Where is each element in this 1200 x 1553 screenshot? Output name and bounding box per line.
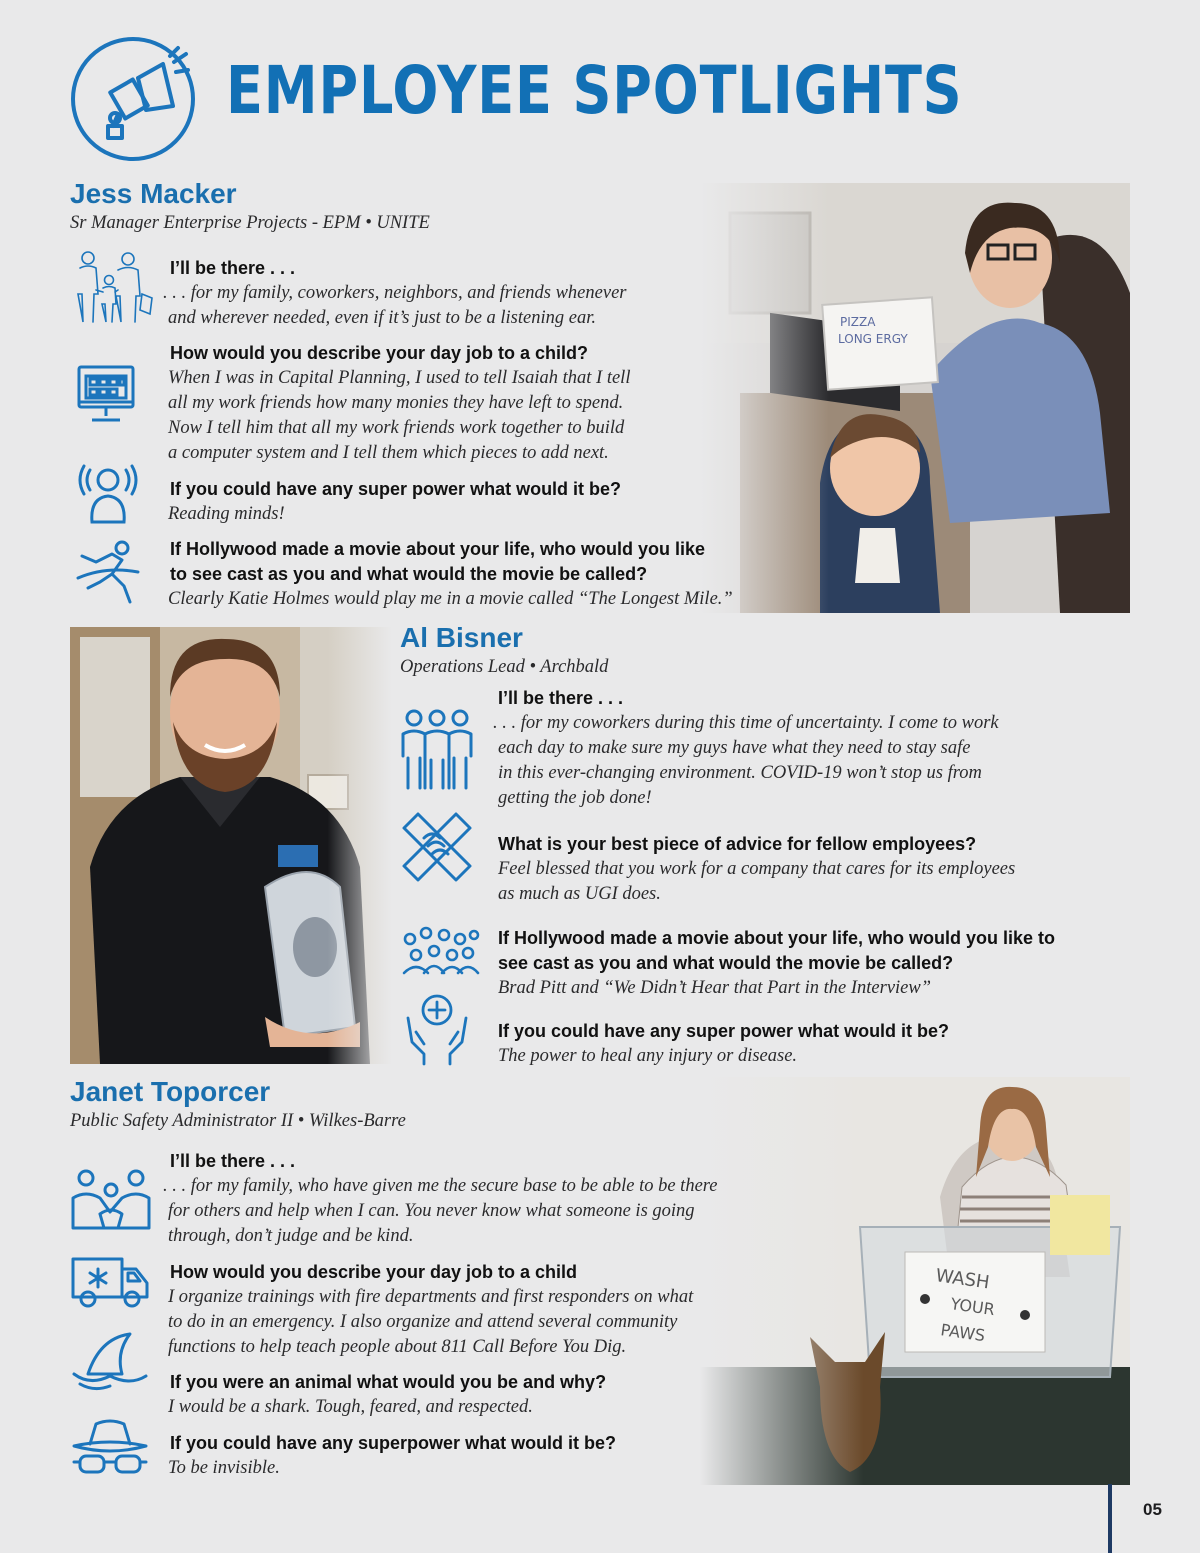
question-text: I’ll be there . . . — [170, 258, 296, 278]
answer-line: a computer system and I tell them which pieces to add next. — [168, 443, 609, 463]
question-text: If you could have any superpower what would it be? — [170, 1433, 617, 1453]
answer-line: all my work friends how many monies they have left to spend. — [168, 393, 624, 413]
employee-role: Sr Manager Enterprise Projects - EPM • UNITE — [70, 213, 430, 233]
answer-line: as much as UGI does. — [498, 884, 661, 904]
question-text: see cast as you and what would the movie be called? — [498, 953, 954, 973]
answer-line: functions to help teach people about 811 Call Before You Dig. — [168, 1337, 627, 1357]
runner-finish-line-icon — [76, 538, 140, 606]
question-text: I’ll be there . . . — [170, 1151, 296, 1171]
answer-line: Brad Pitt and “We Didn’t Hear that Part in the Interview” — [498, 978, 932, 998]
answer-line: When I was in Capital Planning, I used to tell Isaiah that I tell — [168, 368, 631, 388]
answer-line: Clearly Katie Holmes would play me in a movie called “The Longest Mile.” — [168, 589, 733, 609]
answer-line: Reading minds! — [168, 504, 285, 524]
handshake-icon — [398, 808, 476, 888]
answer-line: Feel blessed that you work for a company that cares for its employees — [498, 859, 1016, 879]
answer-line: . . . for my family, coworkers, neighbors, and friends whenever — [163, 283, 627, 303]
computer-monitor-icon — [76, 364, 136, 428]
answer-line: getting the job done! — [498, 788, 652, 808]
answer-line: to do in an emergency. I also organize and attend several community — [168, 1312, 678, 1332]
answer-line: To be invisible. — [168, 1458, 280, 1478]
page-bar — [1108, 1484, 1112, 1553]
page-title: EMPLOYEE SPOTLIGHTS — [226, 52, 963, 129]
question-text: If Hollywood made a movie about your life, who would you like to — [498, 928, 1056, 948]
question-text: If Hollywood made a movie about your life, who would you like — [170, 539, 706, 559]
question-text: What is your best piece of advice for fellow employees? — [498, 834, 977, 854]
question-text: I’ll be there . . . — [498, 688, 624, 708]
healing-hands-icon — [404, 992, 470, 1066]
answer-line: . . . for my coworkers during this time of uncertainty. I come to work — [493, 713, 999, 733]
team-group-icon — [400, 708, 474, 792]
answer-line: each day to make sure my guys have what they need to stay safe — [498, 738, 971, 758]
janet-toporcer-photo — [700, 1077, 1130, 1485]
answer-line: I would be a shark. Tough, feared, and respected. — [168, 1397, 533, 1417]
jess-macker-photo — [700, 183, 1130, 613]
answer-line: through, don’t judge and be kind. — [168, 1226, 414, 1246]
megaphone-icon — [68, 34, 198, 164]
people-network-icon — [400, 925, 480, 977]
employee-name: Al Bisner — [400, 622, 523, 653]
incognito-icon — [70, 1416, 150, 1482]
ambulance-icon — [70, 1253, 150, 1311]
question-text: How would you describe your day job to a child — [170, 1262, 578, 1282]
answer-line: . . . for my family, who have given me the secure base to be able to be there — [163, 1176, 718, 1196]
question-text: How would you describe your day job to a child? — [170, 343, 589, 363]
question-text: If you could have any super power what would it be? — [498, 1021, 950, 1041]
answer-line: I organize trainings with fire departments and first responders on what — [168, 1287, 694, 1307]
employee-role: Operations Lead • Archbald — [400, 657, 609, 677]
shark-fin-icon — [70, 1330, 150, 1392]
al-bisner-photo — [70, 627, 392, 1064]
answer-line: for others and help when I can. You never know what someone is going — [168, 1201, 695, 1221]
employee-name: Jess Macker — [70, 178, 237, 209]
mind-reading-icon — [78, 460, 138, 526]
question-text: If you were an animal what would you be and why? — [170, 1372, 607, 1392]
answer-line: Now I tell him that all my work friends work together to build — [168, 418, 625, 438]
employee-role: Public Safety Administrator II • Wilkes-Barre — [70, 1111, 406, 1131]
answer-line: in this ever-changing environment. COVID-19 won’t stop us from — [498, 763, 982, 783]
question-text: to see cast as you and what would the movie be called? — [170, 564, 648, 584]
family-hug-icon — [70, 1168, 152, 1232]
answer-line: and wherever needed, even if it’s just to be a listening ear. — [168, 308, 596, 328]
employee-name: Janet Toporcer — [70, 1076, 271, 1107]
question-text: If you could have any super power what would it be? — [170, 479, 622, 499]
family-walking-icon — [66, 250, 162, 326]
answer-line: The power to heal any injury or disease. — [498, 1046, 798, 1066]
page-number: 05 — [1143, 1500, 1162, 1519]
